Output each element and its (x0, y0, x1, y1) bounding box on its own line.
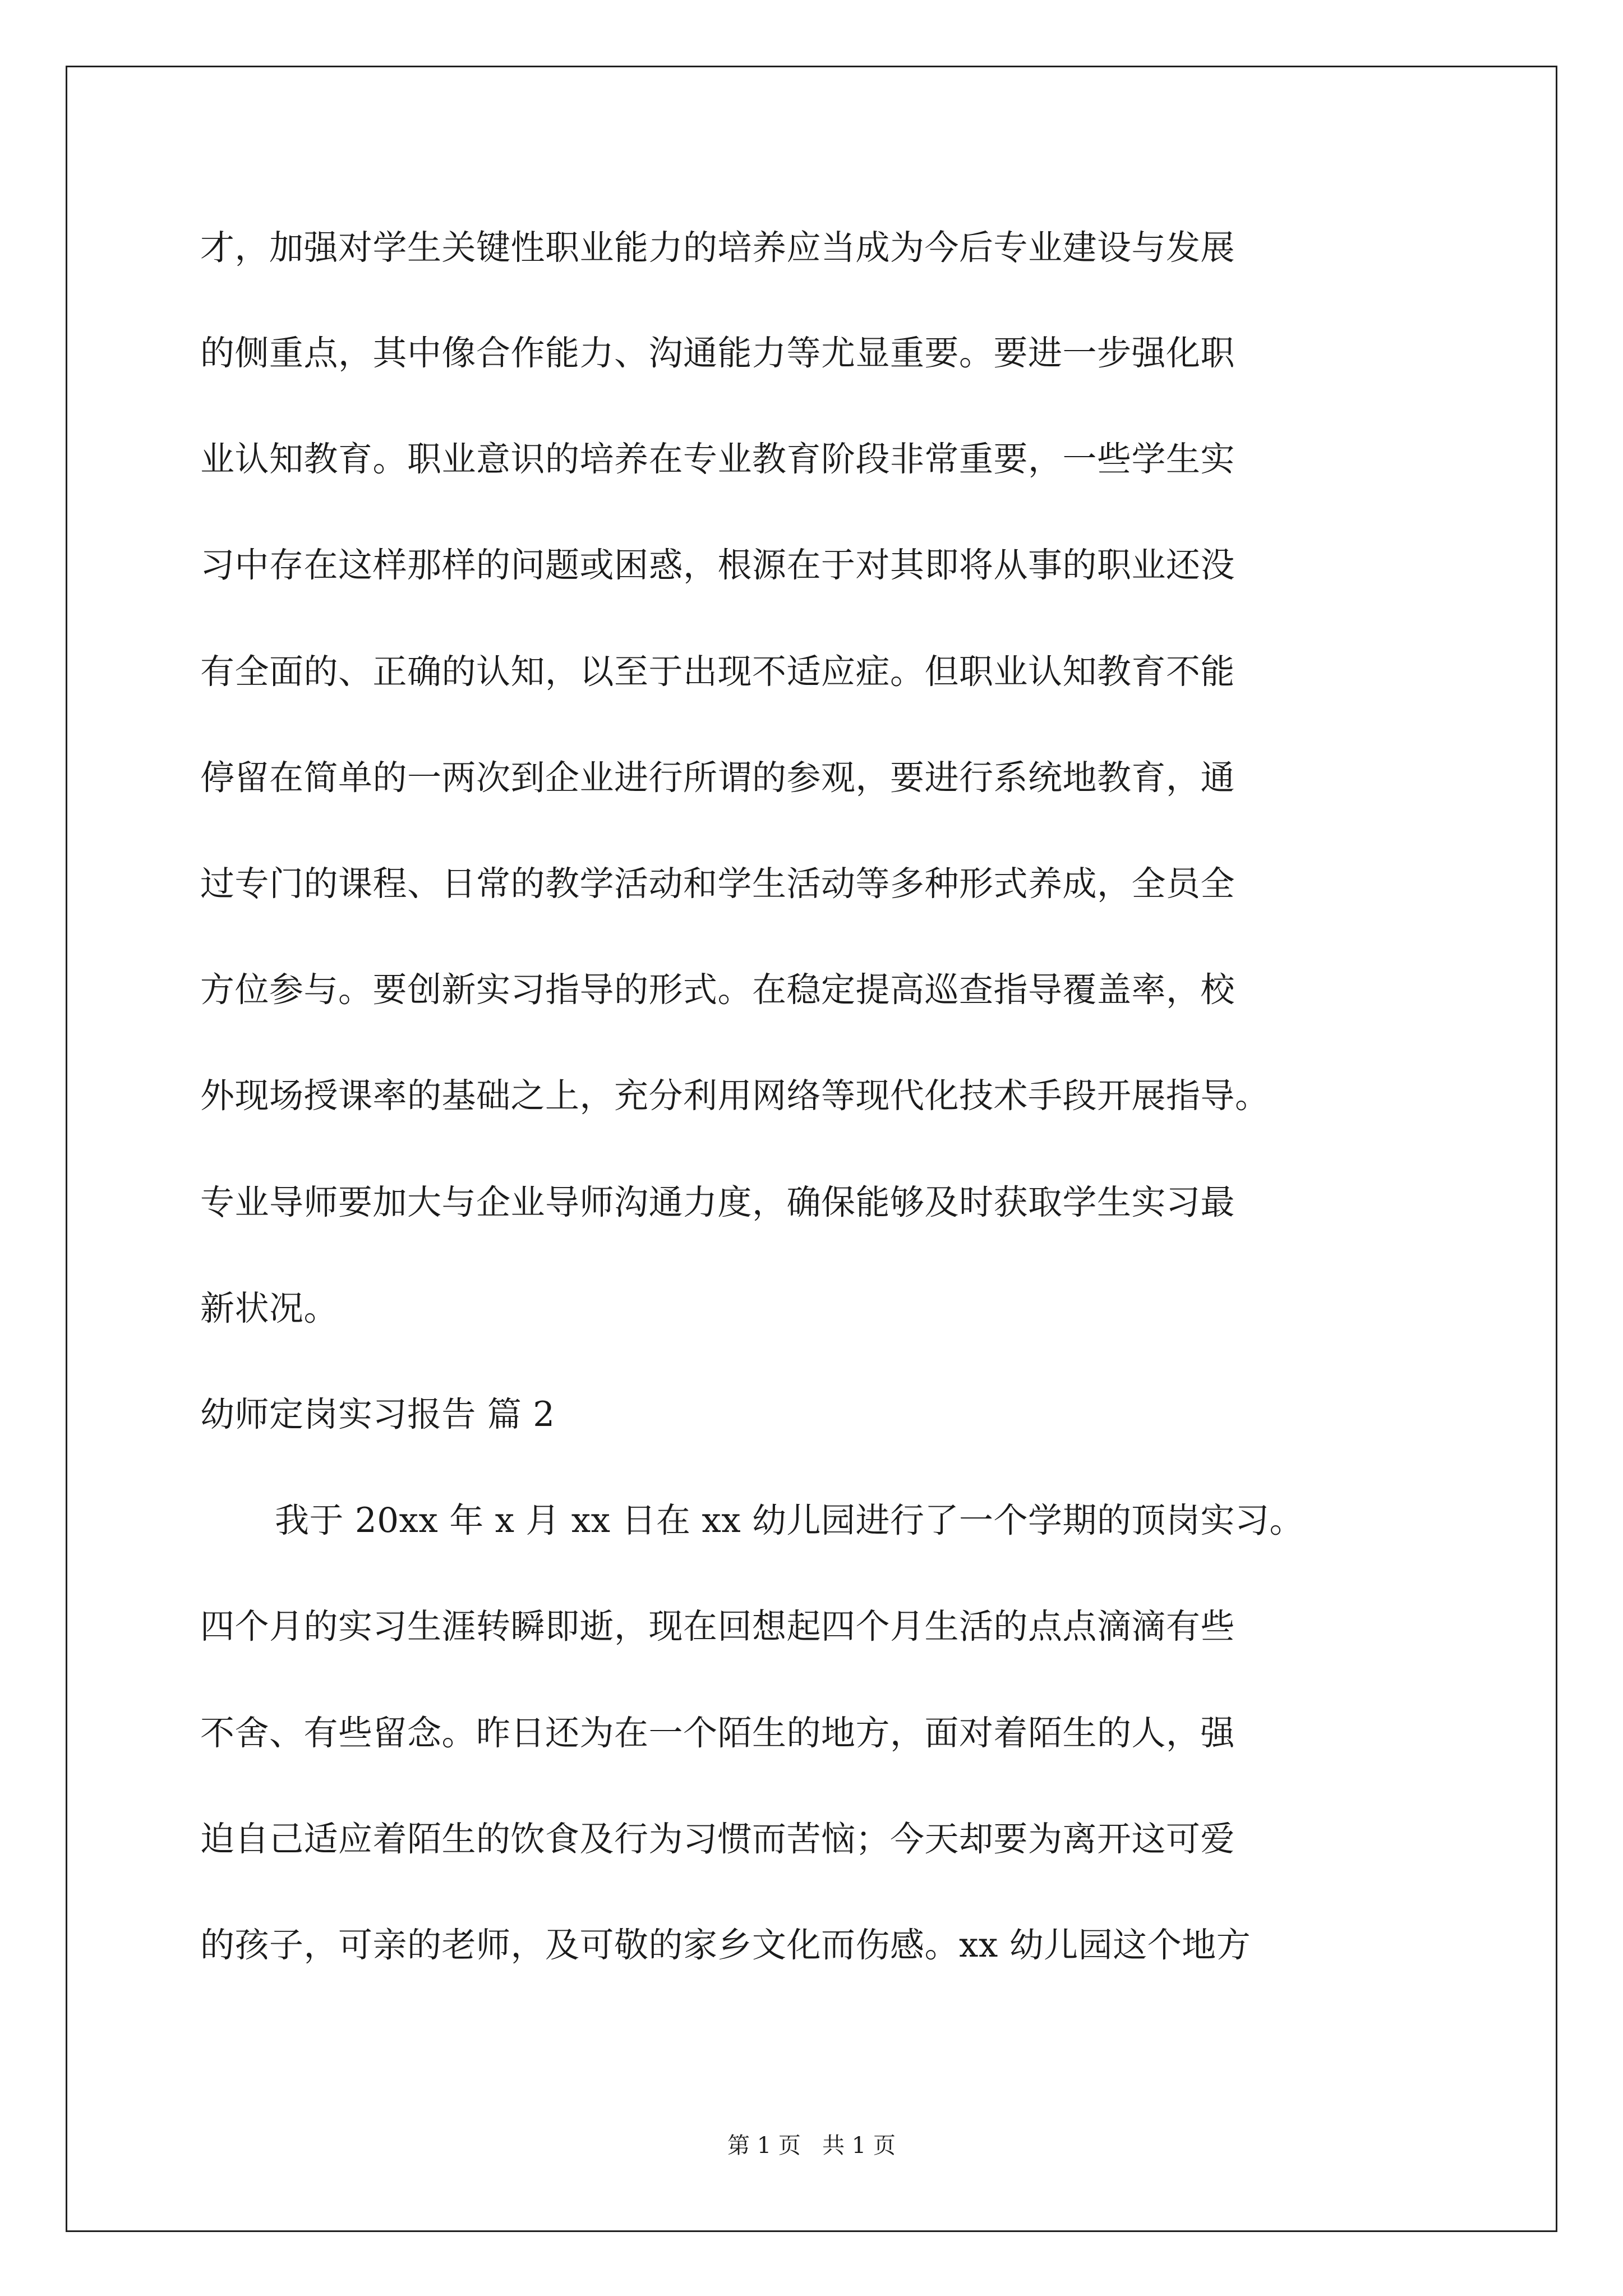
section-heading: 幼师定岗实习报告 篇 2 (200, 1395, 555, 1434)
page-footer: 第 1 页 共 1 页 (727, 2133, 896, 2159)
paragraph-line: 业认知教育。职业意识的培养在专业教育阶段非常重要，一些学生实 (200, 439, 1235, 479)
paragraph-line: 专业导师要加大与企业导师沟通力度，确保能够及时获取学生实习最 (200, 1182, 1235, 1222)
paragraph-line: 有全面的、正确的认知，以至于出现不适应症。但职业认知教育不能 (200, 652, 1235, 692)
paragraph-line: 外现场授课率的基础之上，充分利用网络等现代化技术手段开展指导。 (200, 1076, 1270, 1116)
paragraph-line: 的侧重点，其中像合作能力、沟通能力等尤显重要。要进一步强化职 (200, 333, 1235, 373)
paragraph-line: 习中存在这样那样的问题或困惑，根源在于对其即将从事的职业还没 (200, 545, 1235, 585)
paragraph-line: 我于 20xx 年 x 月 xx 日在 xx 幼儿园进行了一个学期的顶岗实习。 (275, 1501, 1304, 1540)
paragraph-line: 迫自己适应着陌生的饮食及行为习惯而苦恼；今天却要为离开这可爱 (200, 1819, 1235, 1859)
paragraph-line: 才，加强对学生关键性职业能力的培养应当成为今后专业建设与发展 (200, 228, 1235, 268)
paragraph-line: 新状况。 (200, 1289, 339, 1328)
page-border (66, 66, 1557, 2232)
paragraph-line: 的孩子，可亲的老师，及可敬的家乡文化而伤感。xx 幼儿园这个地方 (200, 1925, 1251, 1965)
paragraph-line: 不舍、有些留念。昨日还为在一个陌生的地方，面对着陌生的人，强 (200, 1713, 1235, 1753)
paragraph-line: 四个月的实习生涯转瞬即逝，现在回想起四个月生活的点点滴滴有些 (200, 1607, 1235, 1646)
paragraph-line: 停留在简单的一两次到企业进行所谓的参观，要进行系统地教育，通 (200, 758, 1235, 798)
paragraph-line: 方位参与。要创新实习指导的形式。在稳定提高巡查指导覆盖率，校 (200, 970, 1235, 1010)
paragraph-line: 过专门的课程、日常的教学活动和学生活动等多种形式养成，全员全 (200, 864, 1235, 904)
